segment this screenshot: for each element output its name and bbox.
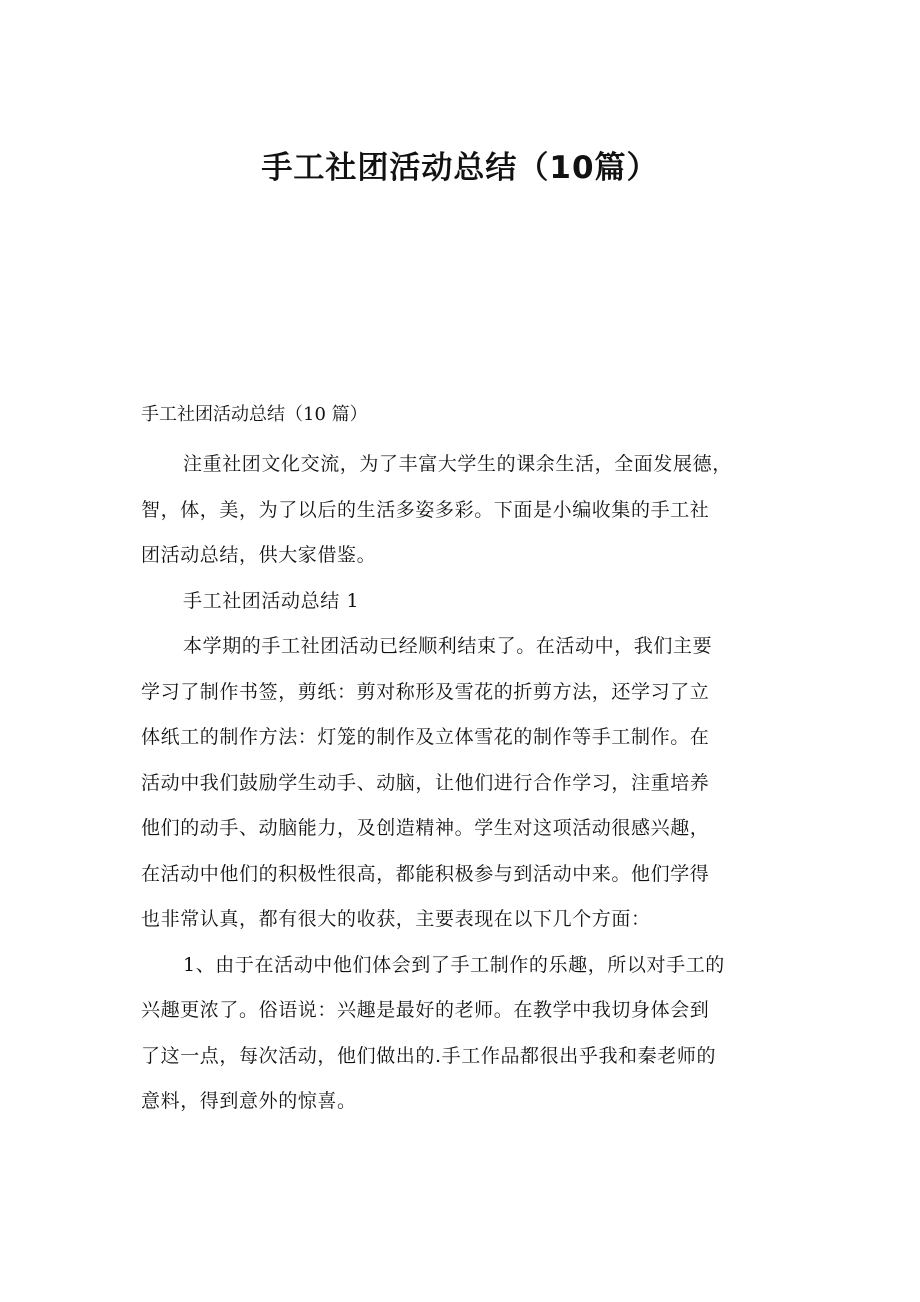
document-title: 手工社团活动总结（10篇） [261, 150, 659, 186]
text-line: 了这一点，每次活动，他们做出的.手工作品都很出乎我和秦老师的 [141, 1044, 717, 1067]
text-line: 团活动总结，供大家借鉴。 [141, 544, 377, 566]
text-line: 也非常认真，都有很大的收获，主要表现在以下几个方面： [141, 908, 651, 930]
text-line: 学习了制作书签，剪纸：剪对称形及雪花的折剪方法，还学习了立 [141, 680, 710, 703]
text-line: 在活动中他们的积极性很高，都能积极参与到活动中来。他们学得 [141, 862, 710, 885]
text-line: 1、由于在活动中他们体会到了手工制作的乐趣，所以对手工的 [183, 953, 725, 976]
text-line: 手工社团活动总结 1 [183, 589, 360, 612]
text-line: 注重社团文化交流，为了丰富大学生的课余生活，全面发展德， [183, 453, 732, 475]
text-line: 体纸工的制作方法：灯笼的制作及立体雪花的制作等手工制作。在 [141, 726, 710, 748]
text-line: 智，体，美，为了以后的生活多姿多彩。下面是小编收集的手工社 [141, 498, 710, 521]
document-body [141, 448, 781, 1131]
text-line: 他们的动手、动脑能力，及创造精神。学生对这项活动很感兴趣， [141, 817, 710, 839]
document-subtitle: 手工社团活动总结（10 篇） [141, 404, 368, 425]
text-line: 本学期的手工社团活动已经顺利结束了。在活动中，我们主要 [183, 635, 713, 657]
text-line: 活动中我们鼓励学生动手、动脑，让他们进行合作学习，注重培养 [141, 771, 710, 794]
text-line: 兴趣更浓了。俗语说：兴趣是最好的老师。在教学中我切身体会到 [141, 999, 710, 1021]
text-line: 意料，得到意外的惊喜。 [141, 1090, 357, 1112]
